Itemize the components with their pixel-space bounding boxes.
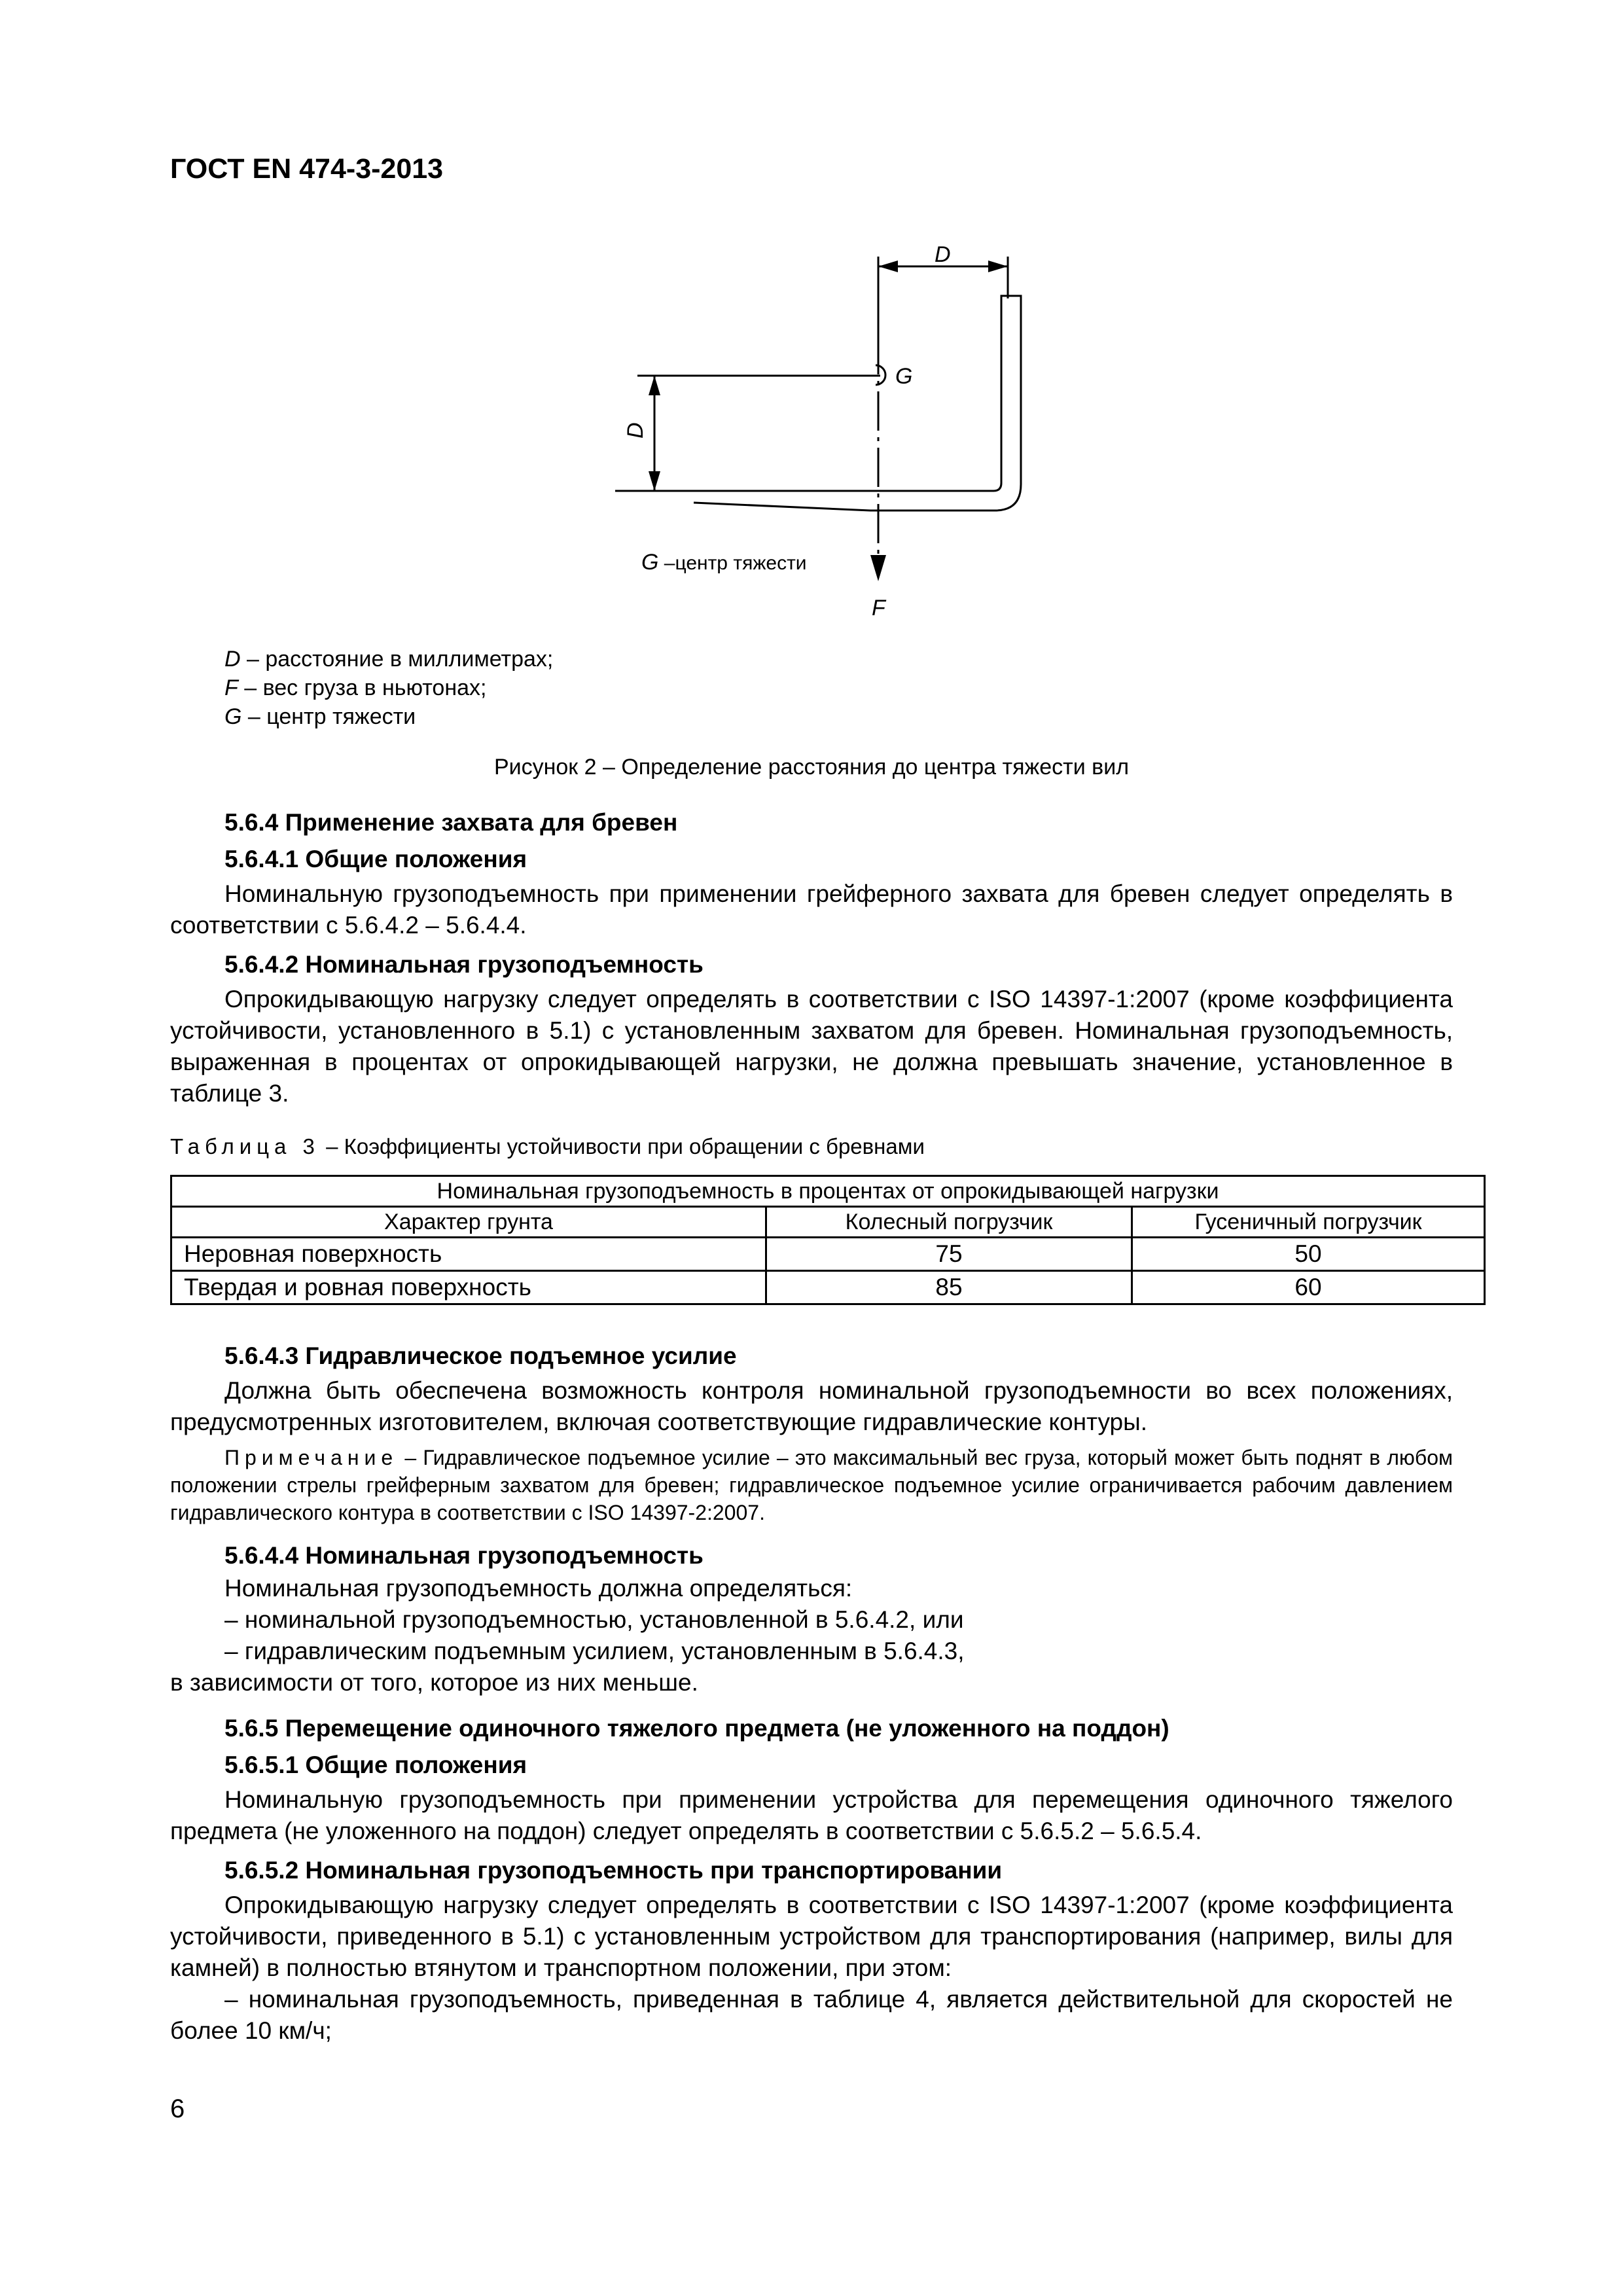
section-5-6-4-4-line: в зависимости от того, которое из них меньше. xyxy=(170,1669,698,1696)
legend-item: F – вес груза в ньютонах; xyxy=(224,675,487,700)
dimension-d-top-label: D xyxy=(935,242,951,267)
table-header-crawler-loader: Гусеничный погрузчик xyxy=(1132,1207,1485,1238)
section-5-6-5-2-heading: 5.6.5.2 Номинальная грузоподъемность при транспортировании xyxy=(224,1857,1003,1884)
section-5-6-4-2-text: Опрокидывающую нагрузку следует определять в соответствии с ISO 14397-1:2007 (кроме коэффициента устойчивости, установленного в 5.1) с установленным захватом для бревен. Номинальная грузоподъемность, выраженная в процентах от опрокидывающей нагрузки, не должна превышать значение, установленное в таблице 3. xyxy=(170,986,1453,1107)
figure-legend xyxy=(224,645,553,731)
figure-inline-note: G –центр тяжести xyxy=(641,550,807,575)
section-5-6-4-3-text: Должна быть обеспечена возможность контроля номинальной грузоподъемности во всех положениях, предусмотренных изготовителем, включая соответствующие гидравлические контуры. xyxy=(170,1377,1453,1435)
table-header-wheel-loader: Колесный погрузчик xyxy=(766,1207,1132,1238)
table-row: Твердая и ровная поверхность 85 60 xyxy=(171,1271,1485,1304)
section-5-6-5-2-item: – номинальная грузоподъемность, приведенная в таблице 4, является действительной для скоростей не более 10 км/ч; xyxy=(170,1986,1453,2044)
section-5-6-5-2-text: Опрокидывающую нагрузку следует определять в соответствии с ISO 14397-1:2007 (кроме коэффициента устойчивости, приведенного в 5.1) с установленным устройством для транспортирования (например, вилы для камней) в полностью втянутом и транспортном положении, при этом: xyxy=(170,1892,1453,1981)
section-5-6-4-4-heading: 5.6.4.4 Номинальная грузоподъемность xyxy=(224,1542,704,1569)
dimension-d-left-label: D xyxy=(623,422,648,439)
section-5-6-5-heading: 5.6.5 Перемещение одиночного тяжелого предмета (не уложенного на поддон) xyxy=(224,1715,1169,1742)
section-5-6-4-1-heading: 5.6.4.1 Общие положения xyxy=(224,846,527,872)
section-5-6-4-4-line: Номинальная грузоподъемность должна определяться: xyxy=(224,1575,853,1602)
page-number: 6 xyxy=(170,2094,185,2123)
section-5-6-4-3-note: Примечание – Гидравлическое подъемное усилие – это максимальный вес груза, который может быть поднят в любом положении стрелы грейферным захватом для бревен; гидравлическое подъемное усилие ограничивается рабочим давлением гидравлического контура в соответствии с ISO 14397-2:2007. xyxy=(170,1446,1453,1524)
section-5-6-5-1-heading: 5.6.5.1 Общие положения xyxy=(224,1751,527,1778)
section-5-6-4-2-heading: 5.6.4.2 Номинальная грузоподъемность xyxy=(224,951,704,978)
table-header-soil: Характер грунта xyxy=(171,1207,766,1238)
section-5-6-4-4-item: – номинальной грузоподъемностью, установленной в 5.6.4.2, или xyxy=(224,1606,964,1633)
figure-fork-center-of-gravity xyxy=(615,242,1099,635)
section-5-6-5-1-text: Номинальную грузоподъемность при применении устройства для перемещения одиночного тяжелого предмета (не уложенного на поддон) следует определять в соответствии с 5.6.5.2 – 5.6.5.4. xyxy=(170,1786,1453,1844)
force-label: F xyxy=(872,596,885,620)
table-row: Неровная поверхность 75 50 xyxy=(171,1238,1485,1271)
section-5-6-4-heading: 5.6.4 Применение захвата для бревен xyxy=(224,809,678,836)
table-top-header: Номинальная грузоподъемность в процентах от опрокидывающей нагрузки xyxy=(171,1176,1485,1207)
center-of-gravity-label: G xyxy=(895,364,913,389)
legend-item: G – центр тяжести xyxy=(224,704,416,729)
legend-item: D – расстояние в миллиметрах; xyxy=(224,647,554,672)
table-3-caption: Таблица 3 – Коэффициенты устойчивости при обращении с бревнами xyxy=(170,1134,925,1158)
section-5-6-4-1-text: Номинальную грузоподъемность при применении грейферного захвата для бревен следует определять в соответствии с 5.6.4.2 – 5.6.4.4. xyxy=(170,880,1453,939)
table-3 xyxy=(170,1175,1486,1305)
document-header: ГОСТ EN 474-3-2013 xyxy=(170,153,444,185)
section-5-6-4-4-item: – гидравлическим подъемным усилием, установленным в 5.6.4.3, xyxy=(224,1638,965,1664)
figure-caption: Рисунок 2 – Определение расстояния до центра тяжести вил xyxy=(493,755,1130,780)
section-5-6-4-3-heading: 5.6.4.3 Гидравлическое подъемное усилие xyxy=(224,1342,737,1369)
